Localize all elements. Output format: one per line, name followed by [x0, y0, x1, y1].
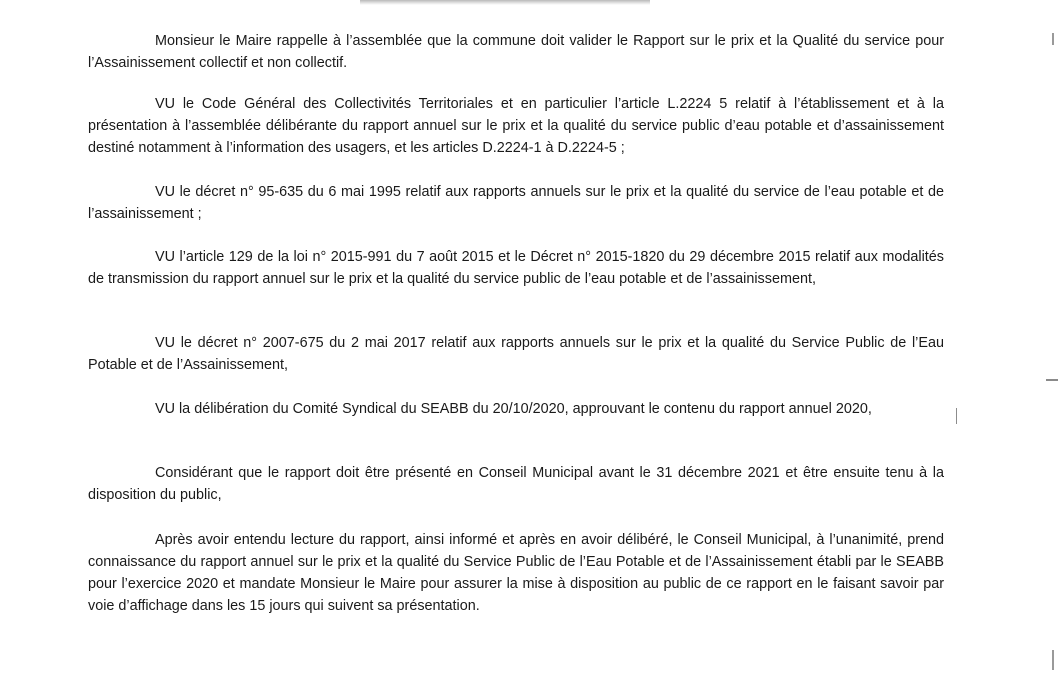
paragraph-vu-deliberation-seabb: VU la délibération du Comité Syndical du SEABB du 20/10/2020, approuvant le contenu du rapport annuel 2020, — [155, 401, 872, 417]
paragraph-vu-decret-1995: VU le décret n° 95-635 du 6 mai 1995 relatif aux rapports annuels sur le prix et la qualité du service de l’eau potable et de l’assainissement ; — [88, 184, 944, 222]
paragraph-vu-decret-2007: VU le décret n° 2007-675 du 2 mai 2017 relatif aux rapports annuels sur le prix et la qualité du Service Public de l’Eau Potable et de l’Assainissement, — [88, 335, 944, 373]
paragraph-decision: Après avoir entendu lecture du rapport, ainsi informé et après en avoir délibéré, le Conseil Municipal, à l’unanimité, prend connaissance du rapport annuel sur le prix et la qualité du Service Public de l’Eau Potable et de l’Assainissement établi par le SEABB pour l’exercice 2020 et mandate Monsieur le Maire pour assurer la mise à disposition au public de ce rapport en le faisant savoir par voie d’affichage dans les 15 jours qui suivent sa présentation. — [88, 532, 944, 614]
scan-margin-mark — [1052, 650, 1054, 670]
scan-artifact-top — [360, 0, 650, 5]
scan-margin-mark — [956, 408, 957, 424]
paragraph-vu-loi-2015: VU l’article 129 de la loi n° 2015-991 du 7 août 2015 et le Décret n° 2015-1820 du 29 décembre 2015 relatif aux modalités de transmission du rapport annuel sur le prix et la qualité du service public de l’eau potable et de l’assainissement, — [88, 249, 944, 287]
paragraph-vu-cgct: VU le Code Général des Collectivités Territoriales et en particulier l’article L.2224 5 relatif à l’établissement et à la présentation à l’assemblée délibérante du rapport annuel sur le prix et la qualité du service public d’eau potable et d’assainissement destiné notamment à l’information des usagers, et les articles D.2224-1 à D.2224-5 ; — [88, 96, 944, 156]
scan-margin-mark — [1052, 33, 1054, 45]
paragraph-intro: Monsieur le Maire rappelle à l’assemblée que la commune doit valider le Rapport sur le prix et la Qualité du service pour l’Assainissement collectif et non collectif. — [88, 33, 944, 71]
scan-margin-mark — [1046, 379, 1058, 381]
paragraph-considerant: Considérant que le rapport doit être présenté en Conseil Municipal avant le 31 décembre 2021 et être ensuite tenu à la disposition du public, — [88, 465, 944, 503]
